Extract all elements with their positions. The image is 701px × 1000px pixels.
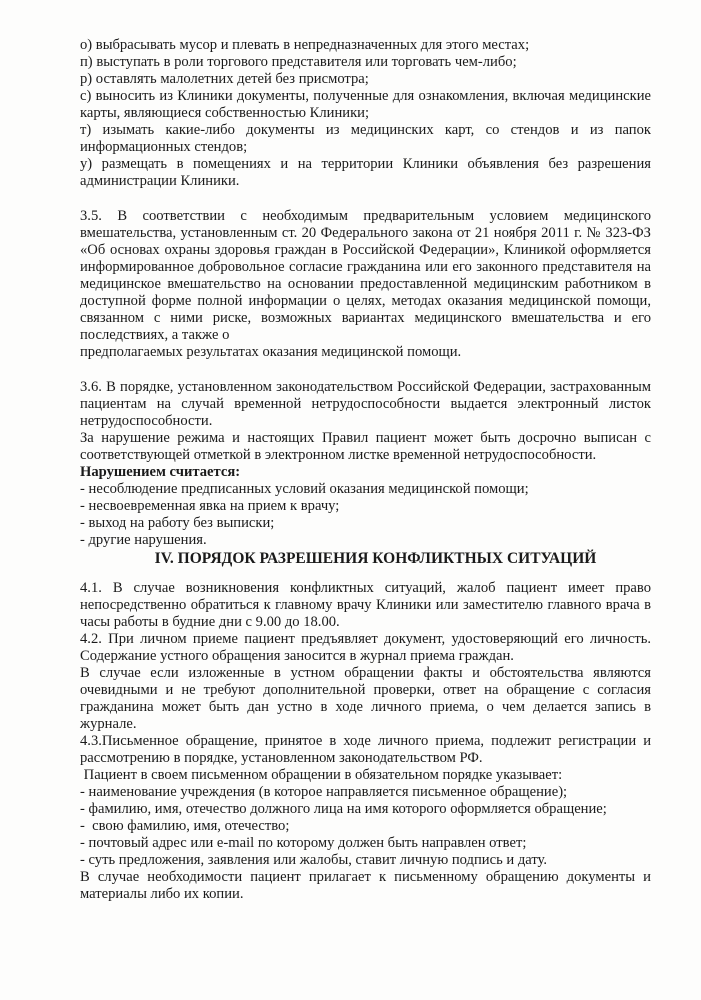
list-item: - суть предложения, заявления или жалобы, ставит личную подпись и дату. [80,852,548,868]
paragraph-4-2b: В случае если изложенные в устном обращении факты и обстоятельства являются очевидными и не требуют дополнительной проверки, ответ на обращение с согласия гражданина может быть дан устно в ходе личного приема, о чем делается запись в журнале. [80,665,651,732]
list-item: - несоблюдение предписанных условий оказания медицинской помощи; [80,481,529,497]
paragraph-4-2: 4.2. При личном приеме пациент предъявляет документ, удостоверяющий его личность. Содержание устного обращения заносится в журнал приема граждан. [80,631,651,664]
prohibited-actions-list [80,37,651,190]
list-item: с) выносить из Клиники документы, полученные для ознакомления, включая медицинские карты, являющиеся собственностью Клиники; [80,88,651,121]
list-item: - свою фамилию, имя, отечество; [80,818,290,834]
paragraph-4-3-intro: Пациент в своем письменном обращении в обязательном порядке указывает: [80,767,563,783]
paragraph-4-3: 4.3.Письменное обращение, принятое в ходе личного приема, подлежит регистрации и рассмотрению в порядке, установленном законодательством РФ. [80,733,651,766]
list-item: - другие нарушения. [80,532,207,548]
violation-note: За нарушение режима и настоящих Правил пациент может быть досрочно выписан с соответствующей отметкой в электронном листке временной нетрудоспособности. [80,430,651,463]
paragraph-text: 3.6. В порядке, установленном законодательством Российской Федерации, застрахованным пациентам на случай временной нетрудоспособности выдается электронный листок нетрудоспособности. [80,379,651,429]
closing-paragraph: В случае необходимости пациент прилагает к письменному обращению документы и материалы либо их копии. [80,869,651,902]
list-item: - фамилию, имя, отечество должного лица на имя которого оформляется обращение; [80,801,607,817]
list-item: - наименование учреждения (в которое направляется письменное обращение); [80,784,568,800]
list-item: - почтовый адрес или e-mail по которому должен быть направлен ответ; [80,835,527,851]
paragraph-3-6 [80,379,651,549]
section-4 [80,580,651,903]
section-heading: IV. ПОРЯДОК РАЗРЕШЕНИЯ КОНФЛИКТНЫХ СИТУАЦИЙ [154,550,597,567]
list-item: р) оставлять малолетних детей без присмотра; [80,71,369,87]
list-item: п) выступать в роли торгового представителя или торговать чем-либо; [80,54,517,70]
paragraph-4-1: 4.1. В случае возникновения конфликтных ситуаций, жалоб пациент имеет право непосредственно обратиться к главному врачу Клиники или заместителю главного врача в часы работы в будние дни с 9.00 до 18.00. [80,580,651,630]
paragraph-text: предполагаемых результатах оказания медицинской помощи. [80,344,462,360]
list-item: у) размещать в помещениях и на территории Клиники объявления без разрешения администрации Клиники. [80,156,651,189]
list-item: - несвоевременная явка на прием к врачу; [80,498,340,514]
paragraph-text: 3.5. В соответствии с необходимым предварительным условием медицинского вмешательства, установленным ст. 20 Федерального закона от 21 ноября 2011 г. № 323-ФЗ «Об основах охраны здоровья граждан в Российской Федерации», Клиникой оформляется информированное добровольное согласие гражданина или его законного представителя на медицинское вмешательство на основании предоставленной медицинским работником в доступной форме полной информации о целях, методах оказания медицинской помощи, связанном с ними риске, возможных вариантах медицинского вмешательства и его последствиях, а также о [80,208,651,343]
list-item: т) изымать какие-либо документы из медицинских карт, со стендов и из папок информационных стендов; [80,122,651,155]
violations-title: Нарушением считается: [80,464,241,480]
paragraph-3-5 [80,208,651,361]
list-item: о) выбрасывать мусор и плевать в непредназначенных для этого местах; [80,37,530,53]
list-item: - выход на работу без выписки; [80,515,275,531]
